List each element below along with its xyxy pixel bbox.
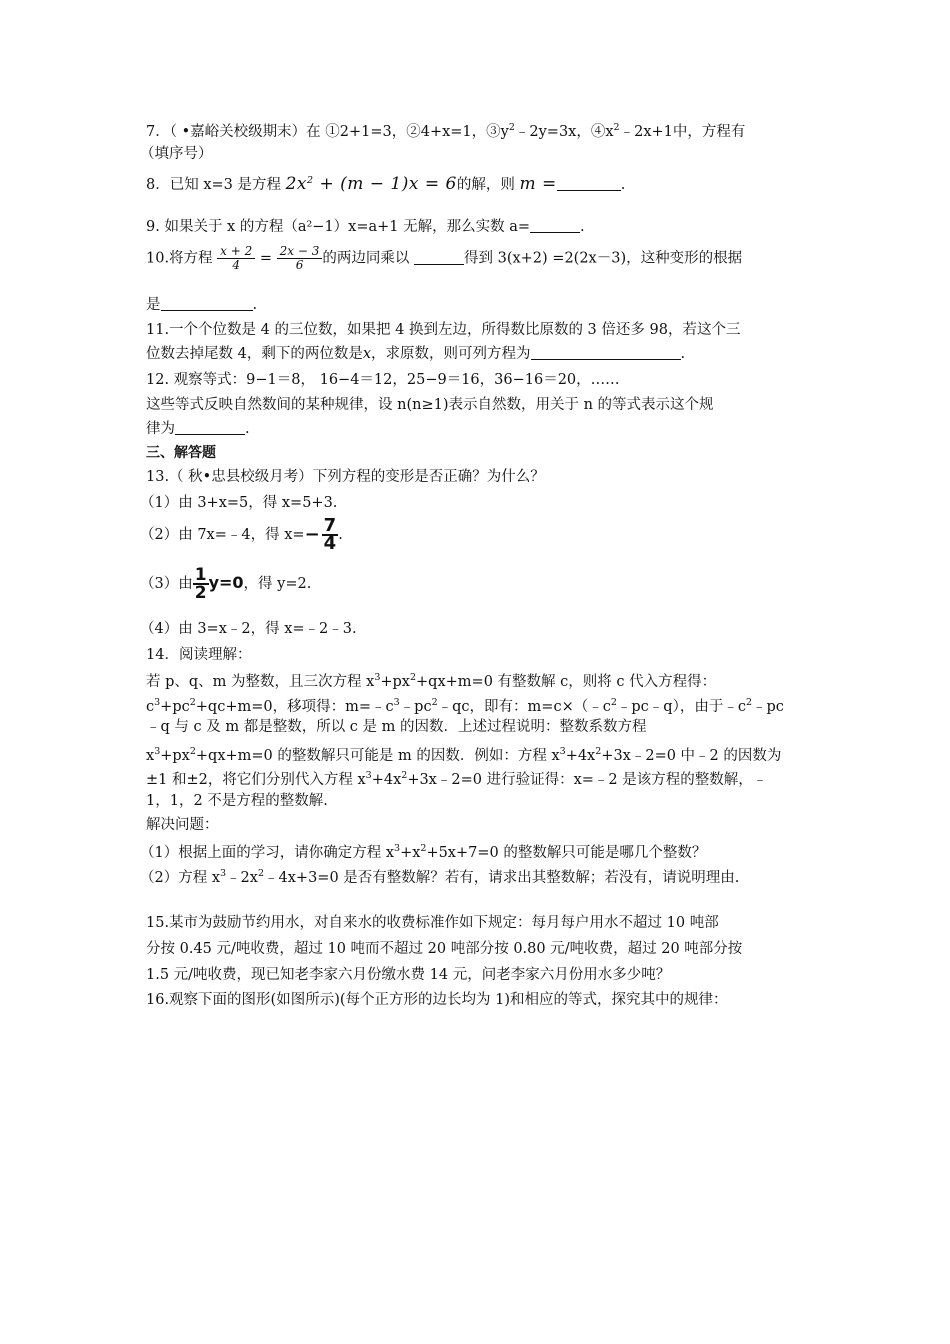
question-13-item-3: （3）由 $\frac{1}{2}$ y=0，得 y=2.	[140, 565, 312, 603]
question-11-line-1: 11.一个个位数是 4 的三位数，如果把 4 换到左边，所得数比原数的 3 倍还多 98，若这个三	[146, 322, 741, 338]
question-14-line-3: ﹣q 与 c 及 m 都是整数，所以 c 是 m 的因数．上述过程说明：整数系数方程	[146, 719, 647, 735]
question-14-line-1: 若 p、q、m 为整数，且三次方程 $x^3+px^2+qx+m=0$ 有整数解 c，则将 c 代入方程得：	[146, 672, 717, 690]
question-14-title: 14．阅读理解：	[146, 647, 252, 663]
answer-blank[interactable]	[557, 176, 621, 191]
fraction: $\frac{2x - 3}{6}$	[277, 245, 323, 272]
question-13-item-1: （1）由 3+x=5，得 x=5+3.	[140, 495, 338, 511]
answer-blank[interactable]	[531, 345, 681, 360]
question-7-line-2: （填序号）	[140, 146, 213, 162]
question-12-line-2: 这些等式反映自然数间的某种规律，设 n(n≥1)表示自然数，用关于 n 的等式表示这个规	[146, 397, 714, 413]
question-14-line-7: 解决问题：	[146, 817, 219, 833]
question-14-part-1: （1）根据上面的学习，请你确定方程 $x^3+x^2+5x+7=0$ 的整数解只可能是哪几个整数？	[140, 843, 707, 861]
section-heading: 三、解答题	[146, 445, 216, 461]
question-15-line-3: 1.5 元/吨收费，现已知老李家六月份缴水费 14 元，问老李家六月份用水多少吨？	[146, 967, 671, 983]
question-12-line-1: 12. 观察等式：9−1＝8， 16−4＝12，25−9＝16，36−16＝20，……	[146, 372, 620, 388]
question-13-item-4: （4）由 3=x﹣2，得 x=﹣2﹣3.	[140, 621, 357, 637]
question-15-line-2: 分按 0.45 元/吨收费，超过 10 吨而不超过 20 吨部分按 0.80 元/吨收费，超过 20 吨部分按	[146, 941, 743, 957]
question-14-line-6: 1，1，2 不是方程的整数解.	[146, 793, 328, 809]
question-13-title: 13.（ 秋•忠县校级月考）下列方程的变形是否正确？为什么？	[146, 469, 545, 485]
question-10-line-1: 10.将方程 $\frac{x + 2}{4}$ = $\frac{2x - 3}{6}$ 的两边同乘以 得到 3(x+2) =2(2x－3)，这种变形的根据	[146, 244, 743, 272]
question-12-line-3: 律为 .	[146, 421, 250, 437]
fraction: $\frac{1}{2}$	[194, 565, 207, 603]
answer-blank[interactable]	[161, 296, 253, 311]
question-14-line-2: $c^3+pc^2+qc+m=0$，移项得：$m=﹣c^3﹣pc^2﹣qc$，即有：$m=c\times(﹣c^2﹣pc﹣q)$，由于$﹣c^2﹣pc$	[146, 697, 784, 715]
fraction: $\frac{x + 2}{4}$	[217, 245, 255, 272]
answer-blank[interactable]	[530, 218, 580, 233]
fraction: − $\frac{7}{4}$	[304, 515, 337, 554]
question-8-equation: $2x^2 + (m - 1)x = 6$	[285, 174, 457, 194]
question-15-line-1: 15.某市为鼓励节约用水，对自来水的收费标准作如下规定：每月每户用水不超过 10 吨部	[146, 915, 719, 931]
question-14-part-2: （2）方程 $x^3﹣2x^2﹣4x+3=0$ 是否有整数解？若有，请求出其整数解；若没有，请说明理由.	[140, 868, 740, 886]
question-14-line-5: ±1 和±2，将它们分别代入方程 $x^3+4x^2+3x﹣2=0$ 进行验证得：x=﹣2 是该方程的整数解，﹣	[146, 770, 768, 788]
question-8: 8．已知 x=3 是方程 $2x^2 + (m - 1)x = 6$的解，则 m = .	[146, 174, 626, 194]
question-10-line-2: 是 .	[146, 297, 258, 313]
answer-blank[interactable]	[414, 250, 464, 265]
question-7-line-1: 7．（ •嘉峪关校级期末）在 ①2+1=3，②4+x=1，$③y^2﹣2y=3x$，$④x^2﹣2x+1$中，方程有	[146, 122, 746, 140]
question-9: 9. 如果关于 x 的方程（a²−1）x=a+1 无解，那么实数 a= .	[146, 219, 585, 235]
question-11-line-2: 位数去掉尾数 4，剩下的两位数是x，求原数，则可列方程为 .	[146, 346, 686, 362]
question-16-line-1: 16.观察下面的图形(如图所示)(每个正方形的边长均为 1)和相应的等式，探究其中的规律：	[146, 992, 728, 1008]
answer-blank[interactable]	[175, 420, 245, 435]
question-13-item-2: （2）由 7x=﹣4，得 x=− $\frac{7}{4}$ .	[140, 515, 343, 554]
question-14-line-4: $x^3+px^2+qx+m=0$ 的整数解只可能是 m 的因数．例如：方程 $x^3+4x^2+3x﹣2=0$ 中﹣2 的因数为	[146, 746, 782, 764]
